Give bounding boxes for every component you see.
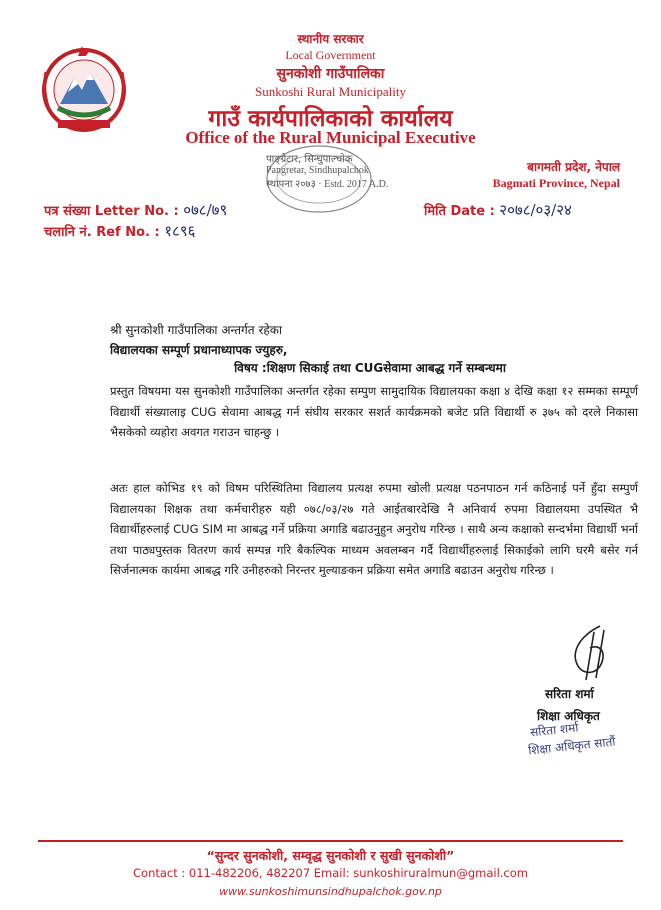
recipient-line-1: श्री सुनकोशी गाउँपालिका अन्तर्गत रहेका [110,323,283,337]
footer-contact: Contact : 011-482206, 482207 Email: sunkoshiruralmun@gmail.com [133,866,528,880]
signatory-title: शिक्षा अधिकृत [537,709,600,723]
ref-number-label: चलानि नं. Ref No. : [44,225,160,240]
letter-number-label: पत्र संख्या Letter No. : [44,204,179,219]
ref-number-row [44,221,195,241]
letter-number-value: ०७८/७९ [183,201,228,219]
body-paragraph-1: प्रस्तुत विषयमा यस सुनकोशी गाउँपालिका अन्तर्गत रहेका सम्पुण सामुदायिक विद्यालयका कक्षा ४ देखि कक्षा १२ सम्मका सम्पूर्ण विद्यार्थी संख्यालाइ CUG सेवामा आबद्ध गर्न संघीय सरकार सशर्त कार्यक्रमको बजेट प्रति विद्यार्थी रु ३७५ को दरले निकासा भैसकेको व्यहोरा अवगत गराउन चाहन्छु । [110,384,638,439]
office-title-np: गाउँ कार्यपालिकाको कार्यालय [208,106,453,132]
letter-number-row [44,200,227,220]
province-en: Bagmati Province, Nepal [492,176,620,190]
province-np: बागमती प्रदेश, नेपाल [527,160,620,174]
local-government-np: स्थानीय सरकार [297,32,364,46]
signatory-name: सरिता शर्मा [545,687,594,701]
municipality-name-np: सुनकोशी गाउँपालिका [276,66,385,82]
body-paragraph-2: अतः हाल कोभिड १९ को विषम परिस्थितिमा विद्यालय प्रत्यक्ष रुपमा खोली प्रत्यक्ष पठनपाठन गर्न कठिनाई पर्ने हुँदा सम्पुर्ण विद्यालयका शिक्षक तथा कर्मचारीहरु यही ०७८/०३/२७ गते आईतबारदेखि नै अनिवार्य रुपमा विद्यालयमा उपस्थित भै विद्यार्थीहरुलाई CUG SIM मा आबद्ध गर्ने प्रक्रिया अगाडि बढाउनुहुन अनुरोध गरिन्छ । साथै अन्य कक्षाको सन्दर्भमा विद्यार्थी भर्ना तथा पाठ्यपुस्तक वितरण कार्य सम्पन्न गरि बैकल्पिक माध्यम अवलम्बन गर्दै विद्यार्थीहरुलाई सिकाईको लागि घरमै बसेर गर्न सिर्जनात्मक कार्यमा आबद्ध गरि उनीहरुको निरन्तर मुल्याङकन प्रक्रिया समेत अगाडि बढाउन अनुरोध गरिन्छ । [110,481,638,577]
footer-slogan: “सुन्दर सुनकोशी, सम्वृद्ध सुनकोशी र सुखी सुनकोशी” [206,848,455,863]
footer-divider [38,840,623,842]
handwritten-signature-icon [560,622,620,684]
date-value: २०७८/०३/२४ [499,201,572,219]
signature-stamp-name: सरिता शर्मा [529,720,579,740]
recipient-line-2: विद्यालयका सम्पूर्ण प्रधानाध्यापक ज्युहरु, [110,343,288,357]
office-title-en: Office of the Rural Municipal Executive [185,128,476,147]
address-np: पाङ्ग्रेटार, सिन्धुपाल्चोक [266,154,353,165]
subject-line: विषय :शिक्षण सिकाई तथा CUGसेवामा आबद्ध गर्ने सम्बन्धमा [234,361,506,375]
local-government-en: Local Government [285,48,376,62]
established-year: स्थापना २०७३ · Estd. 2017 A.D. [266,179,389,190]
date-label: मिति Date : [424,204,495,219]
signature-stamp-title: शिक्षा अधिकृत सातौं [527,734,617,758]
date-row [424,200,572,220]
ref-number-value: १८९६ [164,222,196,240]
footer-website-link[interactable]: www.sunkoshimunsindhupalchok.gov.np [219,885,442,898]
municipality-name-en: Sunkoshi Rural Municipality [255,84,406,99]
address-en: Pangretar, Sindhupalchok [266,165,369,176]
